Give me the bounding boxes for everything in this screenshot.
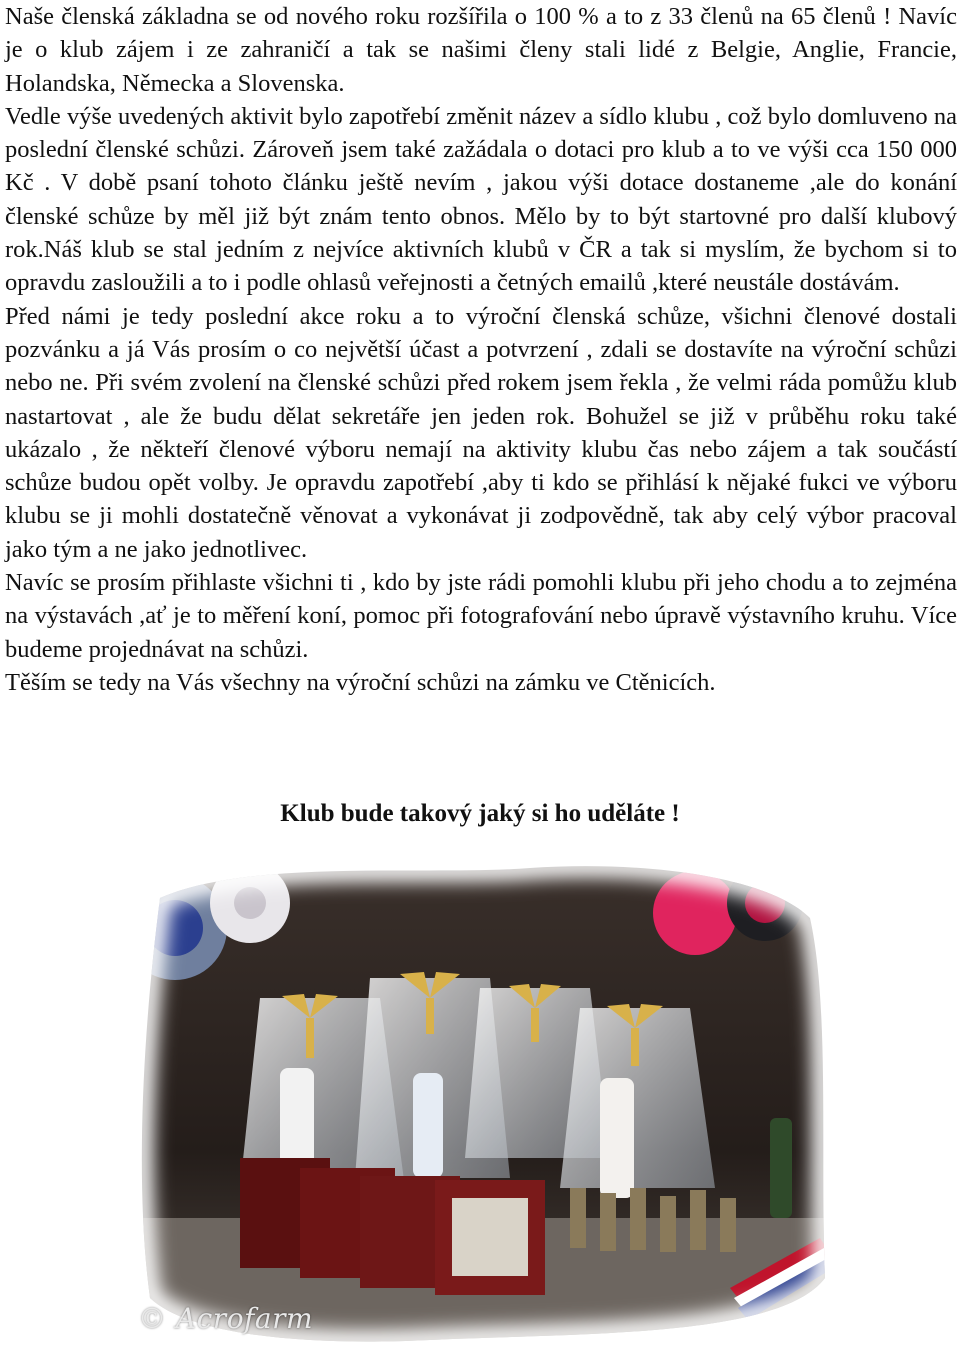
paragraph: Těším se tedy na Vás všechny na výroční schůzi na zámku ve Ctěnicích. [5,668,716,696]
paragraph: Navíc se prosím přihlaste všichni ti , kdo by jste rádi pomohli klubu při jeho chodu a to zejména na výstavách ,ať je to měření koní, pomoc při fotografování nebo úpravě výstavního kruhu. Více budeme projednávat na schůzi. [5,569,957,663]
article-body [5,0,957,699]
paragraph: Vedle výše uvedených aktivit bylo zapotřebí změnit název a sídlo klubu , což bylo domluveno na poslední členské schůzi. Zároveň jsem také zažádala o dotaci pro klub a to ve výši cca 150 000 Kč . V době psaní tohoto článku ještě nevím , jakou výši dotace dostaneme ,ale do konání členské schůze by měl již být znám tento obnos. Mělo by to být startovné pro další klubový rok.Náš klub se stal jedním z nejvíce aktivních klubů v ČR a tak si myslím, že bychom si to opravdu zasloužili a to i podle ohlasů veřejnosti a četných emailů ,které neustále dostávám. [5,102,957,297]
closing-slogan: Klub bude takový jaký si ho uděláte ! [280,800,680,827]
paragraph: Naše členská základna se od nového roku rozšířila o 100 % a to z 33 členů na 65 členů ! Navíc je o klub zájem i ze zahraničí a tak se našimi členy stali lidé z Belgie, Anglie, Francie, Holandska, Německa a Slovenska. [5,3,957,97]
photo-watermark: © Acrofarm [138,1302,314,1335]
trophies-photo [130,858,830,1348]
trophies-illustration [130,858,830,1348]
paragraph: Před námi je tedy poslední akce roku a to výroční členská schůze, všichni členové dostali pozvánku a já Vás prosím o co největší účast a potvrzení , zdali se dostavíte na výroční schůzi nebo ne. Při svém zvolení na členské schůzi před rokem jsem řekla , že velmi ráda pomůžu klub nastartovat , ale že budu dělat sekretáře jen jeden rok. Bohužel se již v průběhu roku také ukázalo , že někteří členové výboru nemají na aktivity klubu čas nebo zájem a tak součástí schůze budou opět volby. Je opravdu zapotřebí ,aby ti kdo se přihlásí k nějaké fukci ve výboru klubu se ji mohli dostatečně věnovat a vykonávat ji zodpovědně, tak aby celý výbor pracoval jako tým a ne jako jednotlivec. [5,302,957,563]
